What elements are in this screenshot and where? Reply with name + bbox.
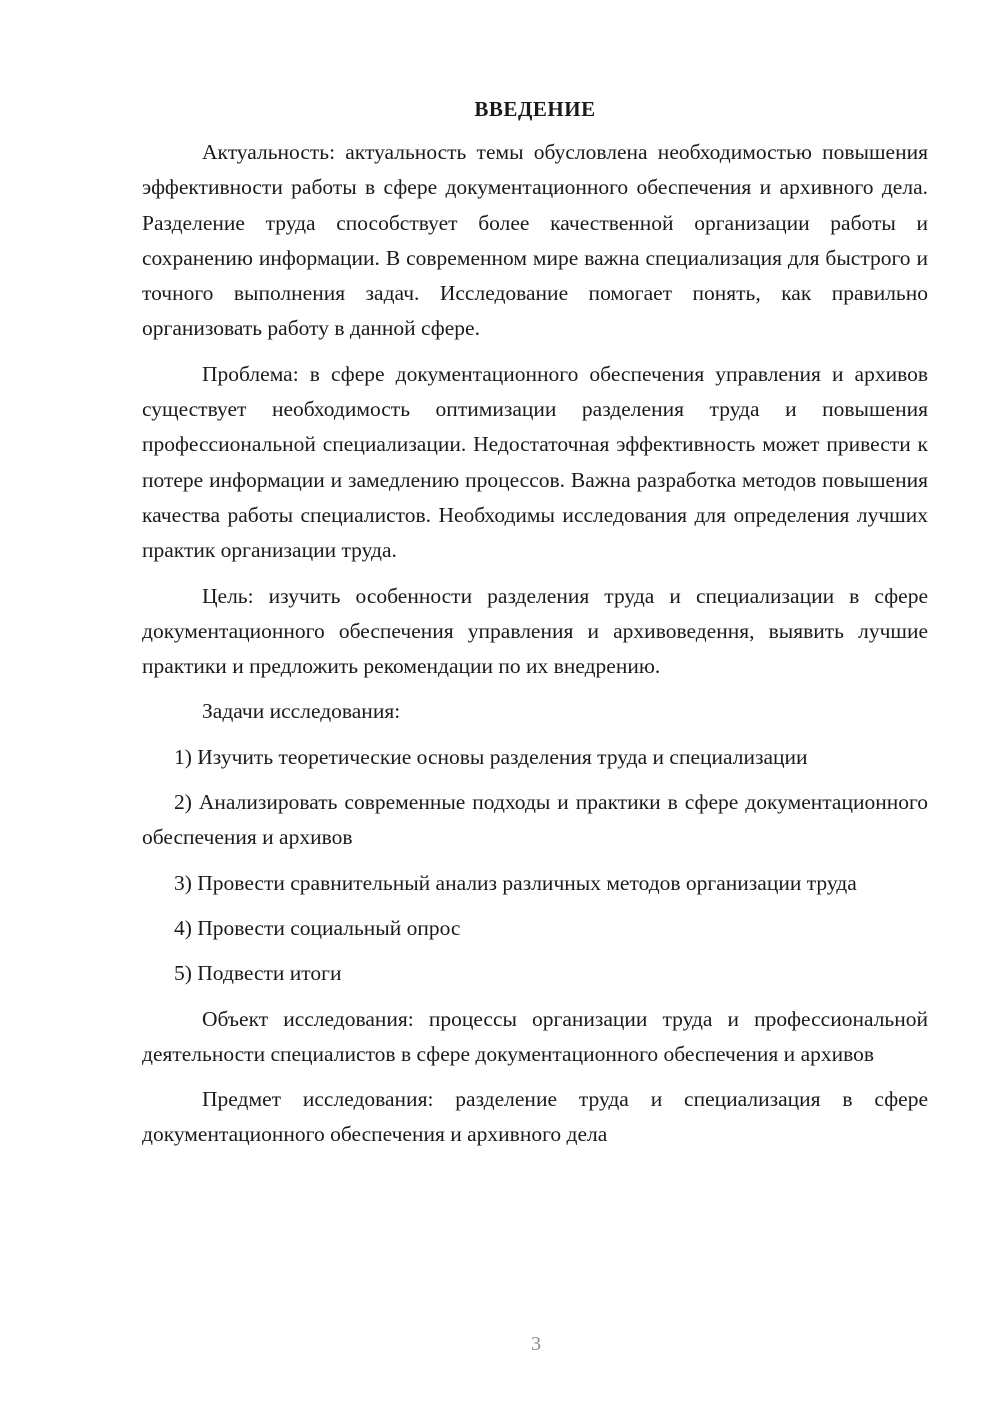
task-item-5: 5) Подвести итоги — [174, 961, 342, 986]
page-title: ВВЕДЕНИЕ — [474, 97, 596, 121]
task-item-4: 4) Провести социальный опрос — [174, 915, 461, 940]
task-item-2: 2) Анализировать современные подходы и практики в сфере документационного обеспечения и архивов — [142, 790, 928, 850]
relevance-paragraph: Актуальность: актуальность темы обусловлена необходимостью повышения эффективности работы в сфере документационного обеспечения и архивного дела. Разделение труда способствует более качественной организации работы и сохранению информации. В современном мире важна специализация для быстрого и точного выполнения задач. Исследование помогает понять, как правильно организовать работу в данной сфере. — [142, 140, 928, 341]
task-item-1: 1) Изучить теоретические основы разделения труда и специализации — [174, 744, 808, 769]
tasks-list — [142, 740, 928, 992]
tasks-heading: Задачи исследования: — [202, 699, 401, 724]
task-item-3: 3) Провести сравнительный анализ различных методов организации труда — [174, 870, 857, 895]
goal-paragraph: Цель: изучить особенности разделения труда и специализации в сфере документационного обеспечения управления и архивоведення, выявить лучшие практики и предложить рекомендации по их внедрению. — [142, 583, 928, 679]
document-page — [142, 92, 928, 1163]
problem-paragraph: Проблема: в сфере документационного обеспечения управления и архивов существует необходимость оптимизации разделения труда и повышения профессиональной специализации. Недостаточная эффективность может привести к потере информации и замедлению процессов. Важна разработка методов повышения качества работы специалистов. Необходимы исследования для определения лучших практик организации труда. — [142, 361, 928, 563]
subject-paragraph: Предмет исследования: разделение труда и специализация в сфере документационного обеспечения и архивного дела — [142, 1087, 928, 1147]
object-paragraph: Объект исследования: процессы организации труда и профессиональной деятельности специалистов в сфере документационного обеспечения и архивов — [142, 1006, 928, 1066]
page-number: 3 — [531, 1333, 541, 1355]
